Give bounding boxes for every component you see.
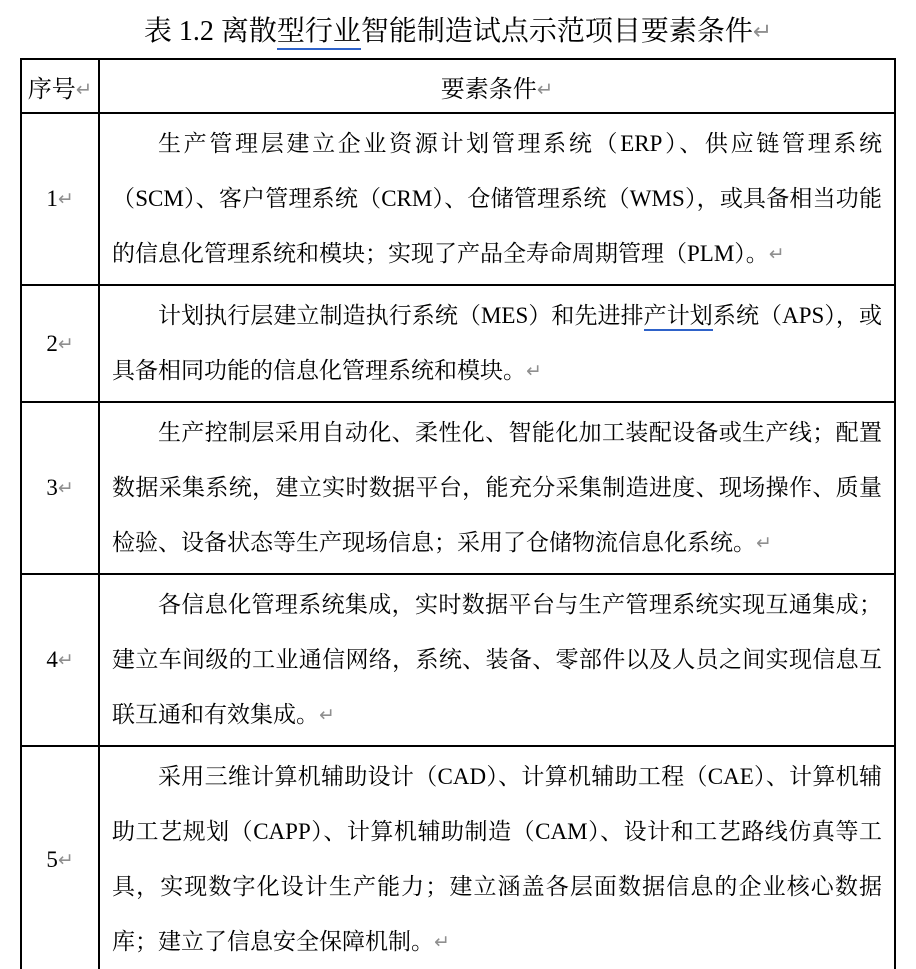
paragraph-mark-icon: ↵	[57, 477, 74, 500]
paragraph-mark-icon: ↵	[75, 77, 93, 101]
column-header-condition-label: 要素条件	[440, 76, 537, 103]
table-row	[21, 285, 895, 402]
paragraph-mark-icon: ↵	[57, 332, 74, 355]
row-number	[21, 574, 99, 746]
paragraph-mark-icon: ↵	[752, 19, 773, 45]
row-number-value: 5	[46, 846, 58, 872]
row-condition-text: 生产管理层建立企业资源计划管理系统（ERP）、供应链管理系统（SCM）、客户管理系统（CRM）、仓储管理系统（WMS），或具备相当功能的信息化管理系统和模块；实现了产品全寿命周期管理（PLM）。	[112, 131, 882, 267]
paragraph-mark-icon: ↵	[434, 931, 450, 954]
table-row	[21, 746, 895, 969]
column-header-serial	[21, 59, 99, 113]
paragraph-mark-icon: ↵	[768, 243, 785, 266]
table-row	[21, 402, 895, 574]
row-condition-text: 生产控制层采用自动化、柔性化、智能化加工装配设备或生产线；配置数据采集系统，建立实时数据平台，能充分采集制造进度、现场操作、质量检验、设备状态等生产现场信息；采用了仓储物流信息化系统。	[112, 420, 882, 556]
row-condition	[99, 285, 895, 402]
row-number	[21, 746, 99, 969]
row-condition	[99, 402, 895, 574]
row-condition-text: 计划执行层建立制造执行系统（MES）和先进排	[158, 303, 644, 329]
table-caption-suffix: 智能制造试点示范项目要素条件	[360, 16, 753, 48]
row-number-value: 1	[46, 186, 58, 212]
table-caption-underlined-text: 型行业	[277, 16, 361, 50]
paragraph-mark-icon: ↵	[756, 532, 772, 555]
table-row	[21, 113, 895, 285]
paragraph-mark-icon: ↵	[57, 188, 74, 211]
row-condition	[99, 113, 895, 285]
column-header-serial-label: 序号	[27, 76, 76, 103]
table-caption-prefix: 表 1.2 离散	[143, 16, 277, 48]
row-number-value: 2	[46, 330, 58, 356]
row-number	[21, 113, 99, 285]
row-number	[21, 402, 99, 574]
row-condition-text: 各信息化管理系统集成，实时数据平台与生产管理系统实现互通集成；建立车间级的工业通信网络，系统、装备、零部件以及人员之间实现信息互联互通和有效集成。	[112, 592, 882, 728]
row-condition-underlined-text: 产计划	[644, 303, 713, 331]
paragraph-mark-icon: ↵	[536, 77, 554, 101]
row-condition-text: 系统（APS），或具备相同功能的信息化管理系统和模块。	[112, 303, 882, 384]
table-row	[21, 574, 895, 746]
header-row	[21, 59, 895, 113]
paragraph-mark-icon: ↵	[57, 848, 74, 871]
row-condition	[99, 746, 895, 969]
requirements-table	[20, 58, 896, 969]
row-number-value: 4	[46, 647, 58, 673]
paragraph-mark-icon: ↵	[57, 649, 74, 672]
paragraph-mark-icon: ↵	[526, 360, 542, 383]
column-header-condition	[99, 59, 895, 113]
row-condition	[99, 574, 895, 746]
row-condition-text: 采用三维计算机辅助设计（CAD）、计算机辅助工程（CAE）、计算机辅助工艺规划（CAPP）、计算机辅助制造（CAM）、设计和工艺路线仿真等工具，实现数字化设计生产能力；建立涵盖各层面数据信息的企业核心数据库；建立了信息安全保障机制。	[112, 764, 882, 955]
table-caption	[0, 0, 916, 50]
row-number	[21, 285, 99, 402]
row-number-value: 3	[46, 475, 58, 501]
paragraph-mark-icon: ↵	[319, 704, 335, 727]
